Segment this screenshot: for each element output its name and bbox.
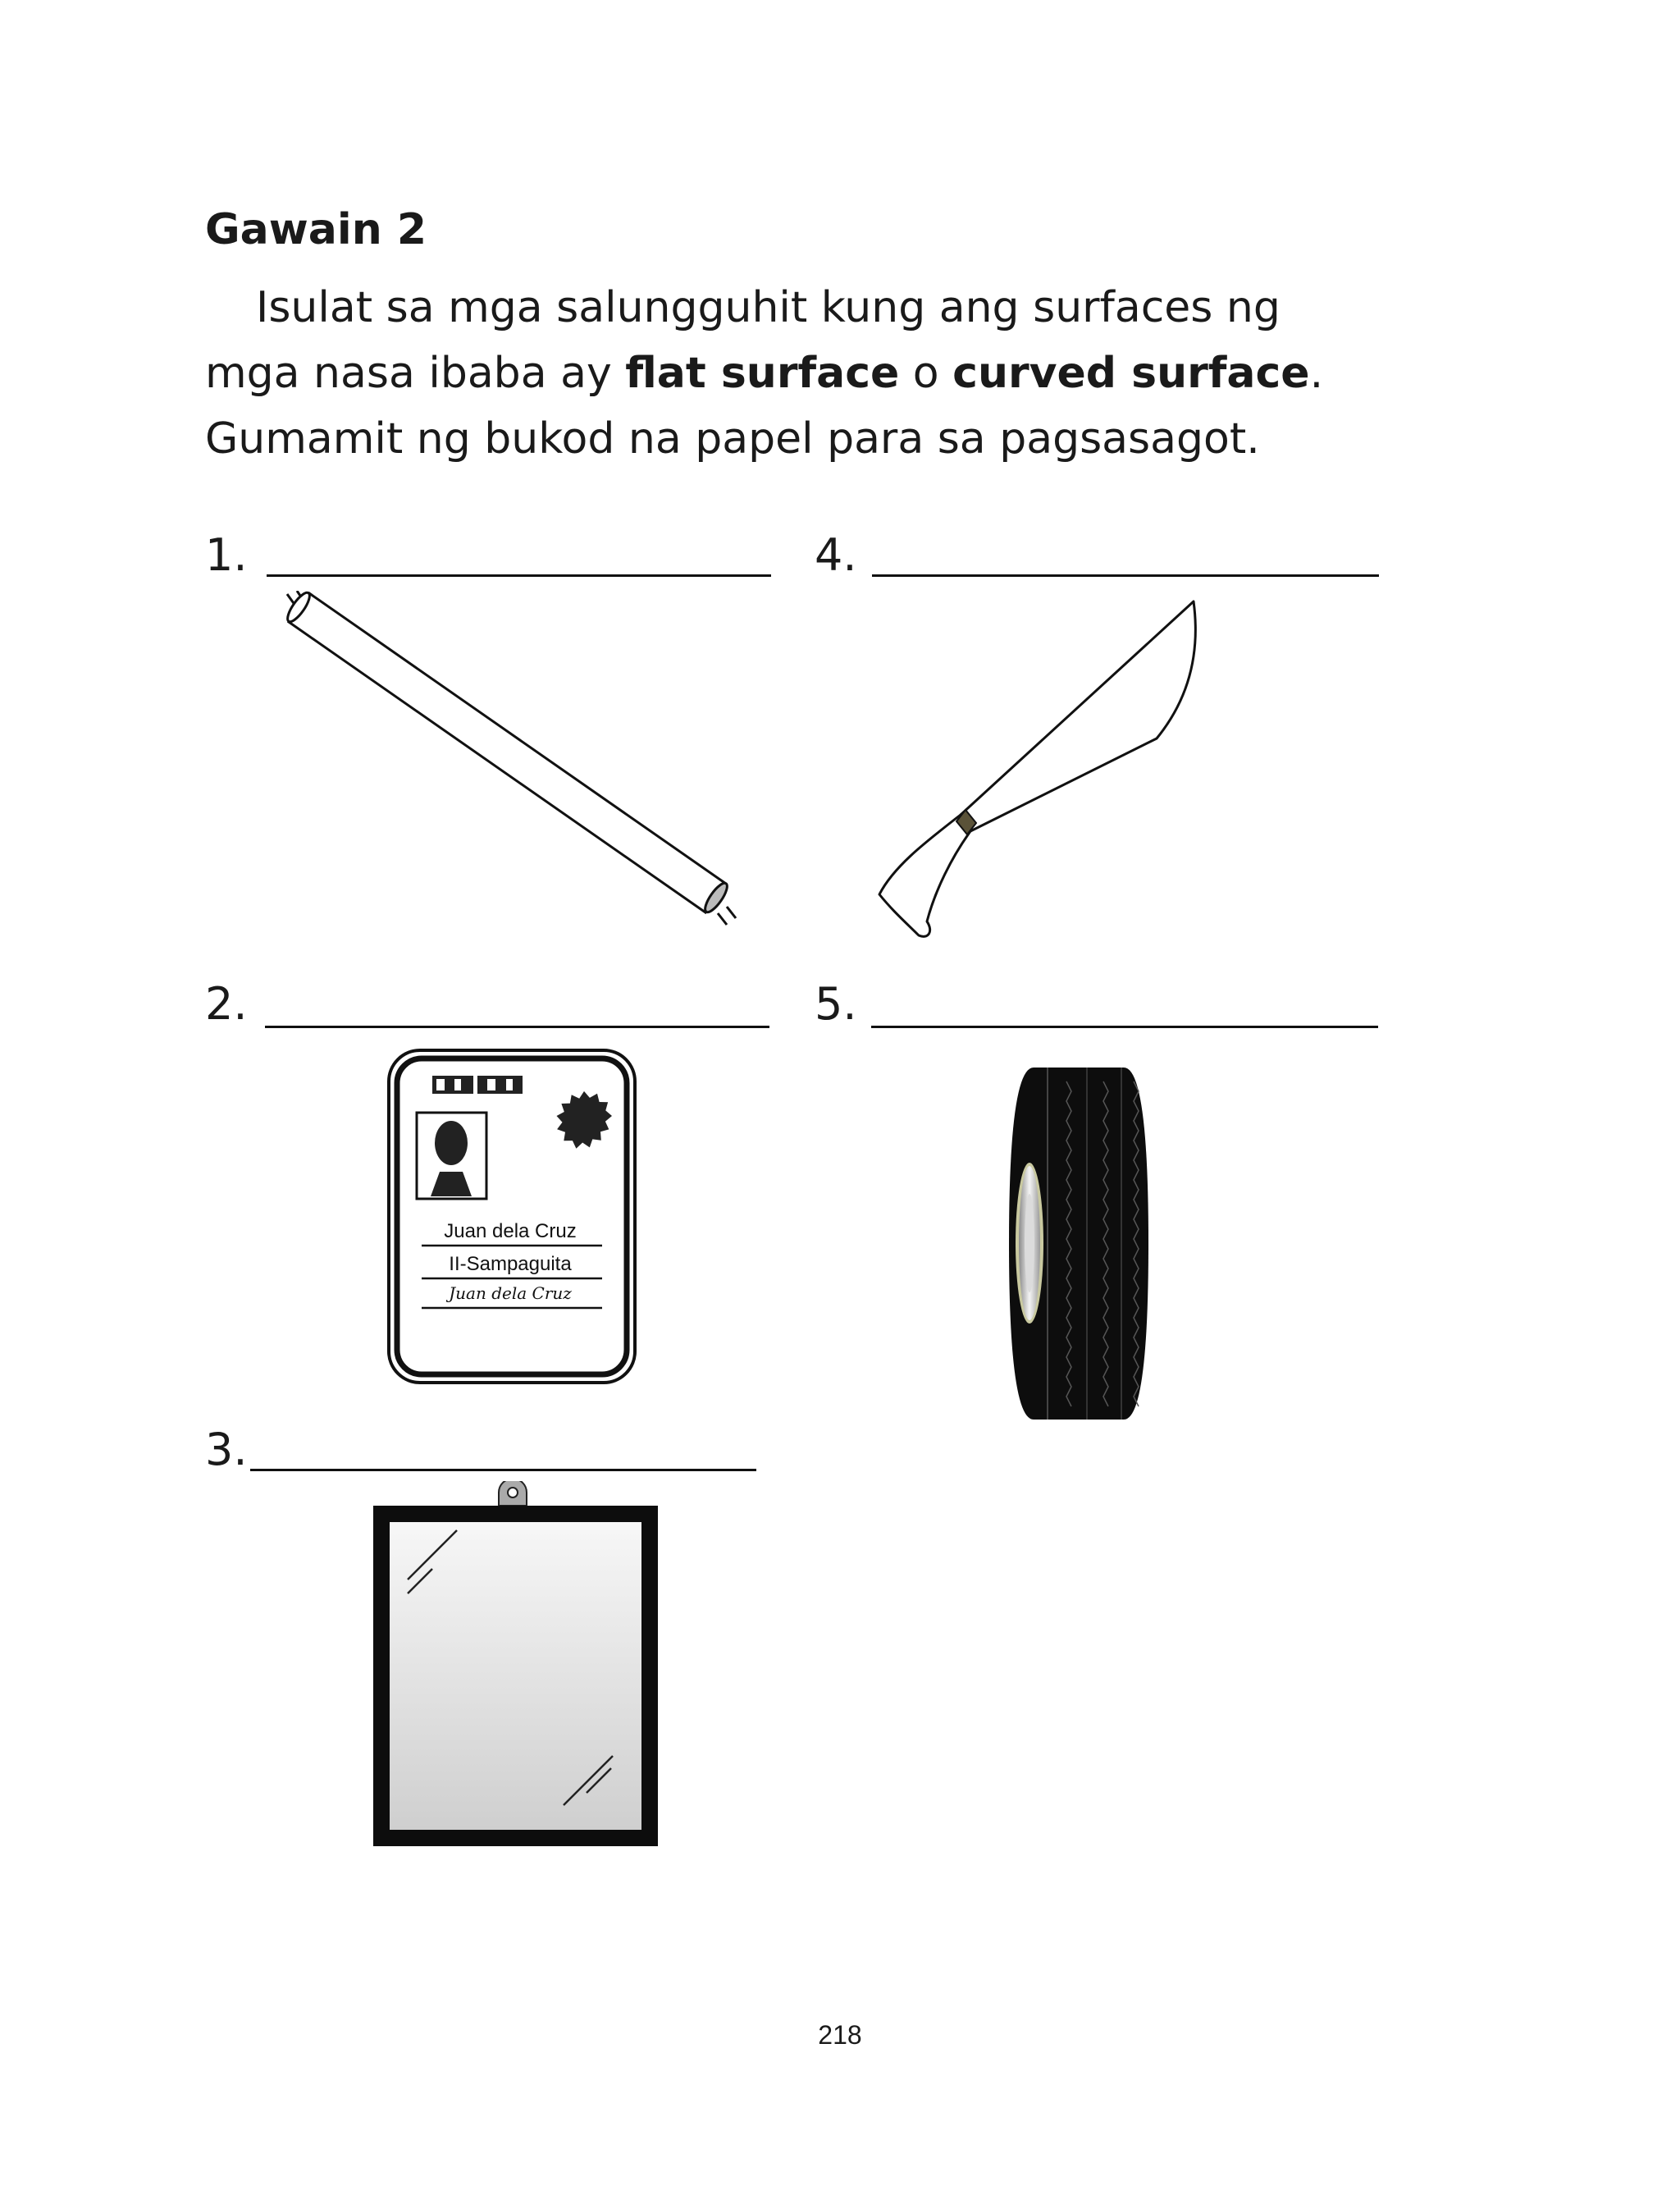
instruction-line-2-start: mga nasa ibaba ay: [205, 349, 626, 398]
id-card-name: Juan dela Cruz: [444, 1220, 577, 1242]
instruction-conjunction: o: [899, 349, 953, 398]
instruction-line-2: [205, 341, 1600, 406]
item-4-number: 4.: [815, 529, 857, 581]
item-3-number: 3.: [205, 1424, 248, 1475]
school-logo-text: [432, 1076, 523, 1094]
page-number: 218: [818, 2020, 862, 2050]
mirror-icon: [373, 1481, 660, 1854]
flat-surface-term: flat surface: [625, 349, 900, 398]
instruction-line-1: Isulat sa mga salungguhit kung ang surfaces ng: [256, 283, 1281, 332]
activity-title: Gawain 2: [205, 205, 427, 254]
instruction-line-2-end: .: [1309, 349, 1324, 398]
bolo-knife-icon: [870, 595, 1222, 944]
item-2-answer-line[interactable]: [265, 1026, 769, 1028]
curved-surface-term: curved surface: [952, 349, 1310, 398]
item-4-answer-line[interactable]: [872, 574, 1379, 577]
item-1-answer-line[interactable]: [267, 574, 771, 577]
id-card-signature: Juan dela Cruz: [449, 1283, 572, 1303]
item-5-number: 5.: [815, 978, 857, 1030]
item-3-answer-line[interactable]: [250, 1469, 756, 1471]
instructions: [205, 275, 1600, 472]
item-5-answer-line[interactable]: [871, 1026, 1378, 1028]
instruction-line-3: Gumamit ng bukod na papel para sa pagsasagot.: [205, 414, 1260, 464]
id-card-section: II-Sampaguita: [449, 1253, 572, 1275]
item-2-number: 2.: [205, 978, 248, 1030]
fluorescent-tube-icon: [279, 591, 746, 935]
id-card-icon: [387, 1049, 637, 1385]
tire-icon: [1005, 1065, 1153, 1422]
item-1-number: 1.: [205, 529, 248, 581]
